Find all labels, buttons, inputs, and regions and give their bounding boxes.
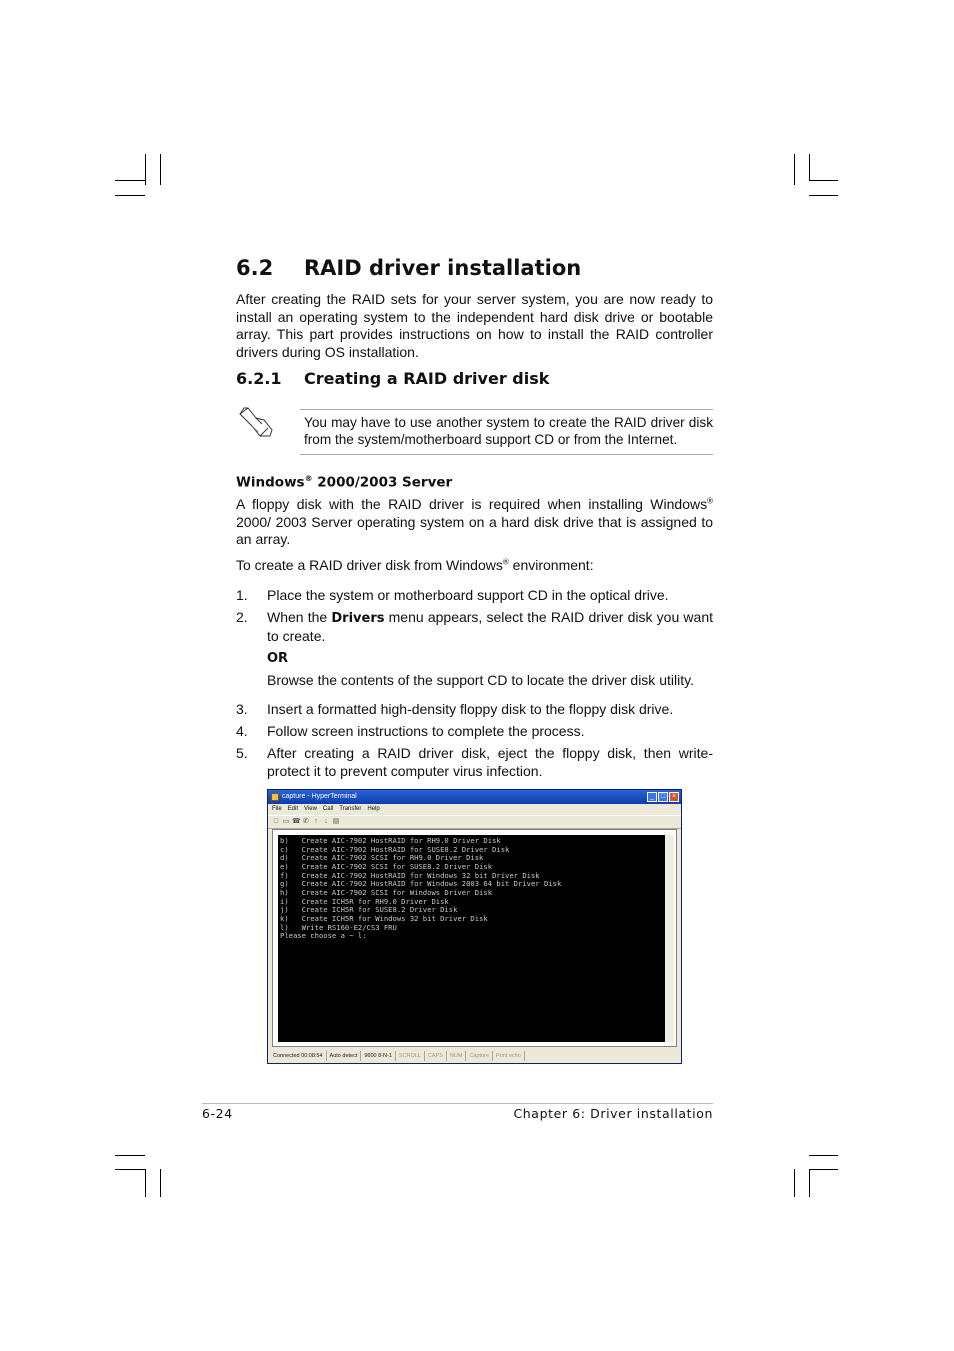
terminal-line: e) Create AIC-7902 SCSI for SUSE8.2 Driver Disk [280, 861, 493, 871]
step-2-browse [236, 672, 713, 690]
step-text: Place the system or motherboard support CD in the optical drive. [267, 587, 669, 603]
terminal-line: c) Create AIC-7902 HostRAID for SUSE8.2 Driver Disk [280, 844, 510, 854]
note-text: You may have to use another system to create the RAID driver disk from the system/motherboard support CD or from the Internet. [304, 415, 713, 447]
step-text: Insert a formatted high-density floppy disk to the floppy disk drive. [267, 701, 674, 717]
step-text: Follow screen instructions to complete the process. [267, 723, 585, 739]
hyperterminal-screenshot [267, 789, 682, 1064]
windows-heading-prefix: Windows [236, 474, 305, 491]
terminal-line: b) Create AIC-7902 HostRAID for RH9.0 Driver Disk [280, 836, 501, 845]
close-icon: × [669, 792, 679, 802]
terminal-line: h) Create AIC-7902 SCSI for Windows Driver Disk [280, 887, 493, 897]
status-detect: Auto detect [327, 1051, 362, 1061]
menu-edit: Edit [287, 806, 299, 812]
crop-mark [809, 1155, 838, 1156]
terminal-frame [272, 829, 677, 1047]
menu-help: Help [367, 806, 380, 812]
crop-mark [115, 195, 145, 196]
step-number: 2. [236, 609, 248, 625]
properties-icon: ▤ [332, 818, 340, 825]
status-print: Print echo [493, 1051, 525, 1061]
new-icon: □ [273, 818, 279, 825]
crop-mark [145, 154, 146, 185]
step-number: 3. [236, 701, 248, 717]
crop-mark [809, 195, 838, 196]
window-title: capture - HyperTerminal [282, 793, 357, 800]
menu-transfer: Transfer [339, 806, 362, 812]
step-number: 5. [236, 745, 248, 761]
crop-mark [115, 1169, 145, 1170]
menu-file: File [272, 806, 282, 812]
menu-view: View [304, 806, 317, 812]
create-disk-paragraph-b: environment: [508, 557, 594, 573]
step-text: After creating a RAID driver disk, eject the floppy disk, then write-protect it to prevent computer virus infection. [267, 745, 713, 779]
connect-icon: ☎ [292, 818, 301, 825]
send-icon: ↑ [314, 818, 318, 825]
step-2 [236, 609, 713, 645]
terminal-line: j) Create ICH5R for SUSE8.2 Driver Disk [280, 905, 458, 915]
or-label: OR [267, 651, 289, 666]
status-baud: 9600 8-N-1 [361, 1051, 396, 1061]
floppy-paragraph-a: A floppy disk with the RAID driver is required when installing Windows [236, 496, 708, 512]
create-disk-paragraph [236, 557, 713, 575]
app-icon [271, 793, 279, 801]
section-title-text: RAID driver installation [304, 256, 582, 280]
step-number: 1. [236, 587, 248, 603]
section-number: 6.2 [236, 256, 274, 280]
terminal-line: i) Create ICH5R for RH9.0 Driver Disk [280, 896, 449, 906]
crop-mark [160, 154, 161, 185]
steps-list-a [236, 587, 713, 690]
crop-mark [160, 1169, 161, 1197]
registered-mark: ® [304, 474, 313, 483]
steps-list-b [236, 701, 713, 780]
step-text: When the [267, 609, 332, 625]
status-connected: Connected 00:08:54 [270, 1051, 327, 1061]
section-title [236, 256, 581, 280]
step-2-or [236, 649, 713, 668]
floppy-paragraph [236, 496, 713, 549]
vertical-scrollbar [665, 835, 674, 1042]
menu-bar [268, 804, 681, 815]
terminal-line: f) Create AIC-7902 HostRAID for Windows 32 bit Driver Disk [280, 870, 540, 880]
page-number: 6-24 [202, 1106, 233, 1121]
subsection-title-text: Creating a RAID driver disk [304, 369, 550, 388]
intro-paragraph: After creating the RAID sets for your server system, you are now ready to install an operating system to the independent hard disk drive or bootable array. This part provides instructions on how to install the RAID controller drivers during OS installation. [236, 291, 713, 360]
subsection-title [236, 369, 549, 388]
windows-heading-suffix: 2000/2003 Server [312, 474, 453, 491]
crop-mark [115, 180, 145, 181]
floppy-paragraph-b: 2000/ 2003 Server operating system on a hard disk drive that is assigned to an array. [236, 513, 713, 547]
receive-icon: ↓ [324, 818, 328, 825]
minimize-icon: _ [647, 792, 657, 802]
menu-call: Call [322, 806, 334, 812]
step-text: Browse the contents of the support CD to locate the driver disk utility. [267, 672, 694, 688]
terminal-line: d) Create AIC-7902 SCSI for RH9.0 Driver Disk [280, 853, 484, 863]
terminal-line: g) Create AIC-7902 HostRAID for Windows 2003 64 bit Driver Disk [280, 879, 562, 889]
crop-mark [145, 1169, 146, 1197]
terminal-line: Please choose a ~ l: [280, 931, 367, 941]
open-icon: ▭ [282, 818, 290, 825]
registered-mark: ® [707, 496, 713, 506]
status-bar [270, 1051, 679, 1061]
crop-mark [794, 154, 795, 185]
windows-heading [236, 474, 452, 491]
window-titlebar [268, 790, 681, 804]
subsection-number: 6.2.1 [236, 369, 282, 388]
terminal-line: l) Write RS160-E2/CS3 FRU [280, 922, 397, 932]
note-box [300, 409, 713, 455]
status-scroll: SCROLL [396, 1051, 425, 1061]
crop-mark [809, 1169, 838, 1170]
create-disk-paragraph-a: To create a RAID driver disk from Windows [236, 557, 503, 573]
crop-mark [809, 154, 810, 180]
crop-mark [809, 180, 838, 181]
toolbar [268, 815, 681, 829]
crop-mark [809, 1169, 810, 1197]
drivers-menu-label: Drivers [331, 611, 385, 626]
step-number: 4. [236, 723, 248, 739]
terminal-line: k) Create ICH5R for Windows 32 bit Driver Disk [280, 913, 488, 923]
registered-mark: ® [502, 557, 509, 567]
maximize-icon: □ [658, 792, 668, 802]
hand-pencil-icon [238, 406, 274, 440]
step-text: menu appears, select the RAID driver disk you want to create. [267, 609, 713, 644]
status-caps: CAPS [425, 1051, 447, 1061]
crop-mark [794, 1169, 795, 1197]
chapter-label: Chapter 6: Driver installation [513, 1106, 713, 1121]
disconnect-icon: ✆ [303, 818, 309, 825]
crop-mark [115, 1155, 145, 1156]
step-1 [236, 587, 713, 605]
step-5 [236, 745, 713, 780]
step-3 [236, 701, 713, 719]
window-controls [647, 792, 679, 802]
status-num: NUM [447, 1051, 467, 1061]
status-capture: Capture [466, 1051, 493, 1061]
terminal-output [278, 835, 666, 1042]
step-4 [236, 723, 713, 741]
footer-divider [202, 1103, 713, 1104]
